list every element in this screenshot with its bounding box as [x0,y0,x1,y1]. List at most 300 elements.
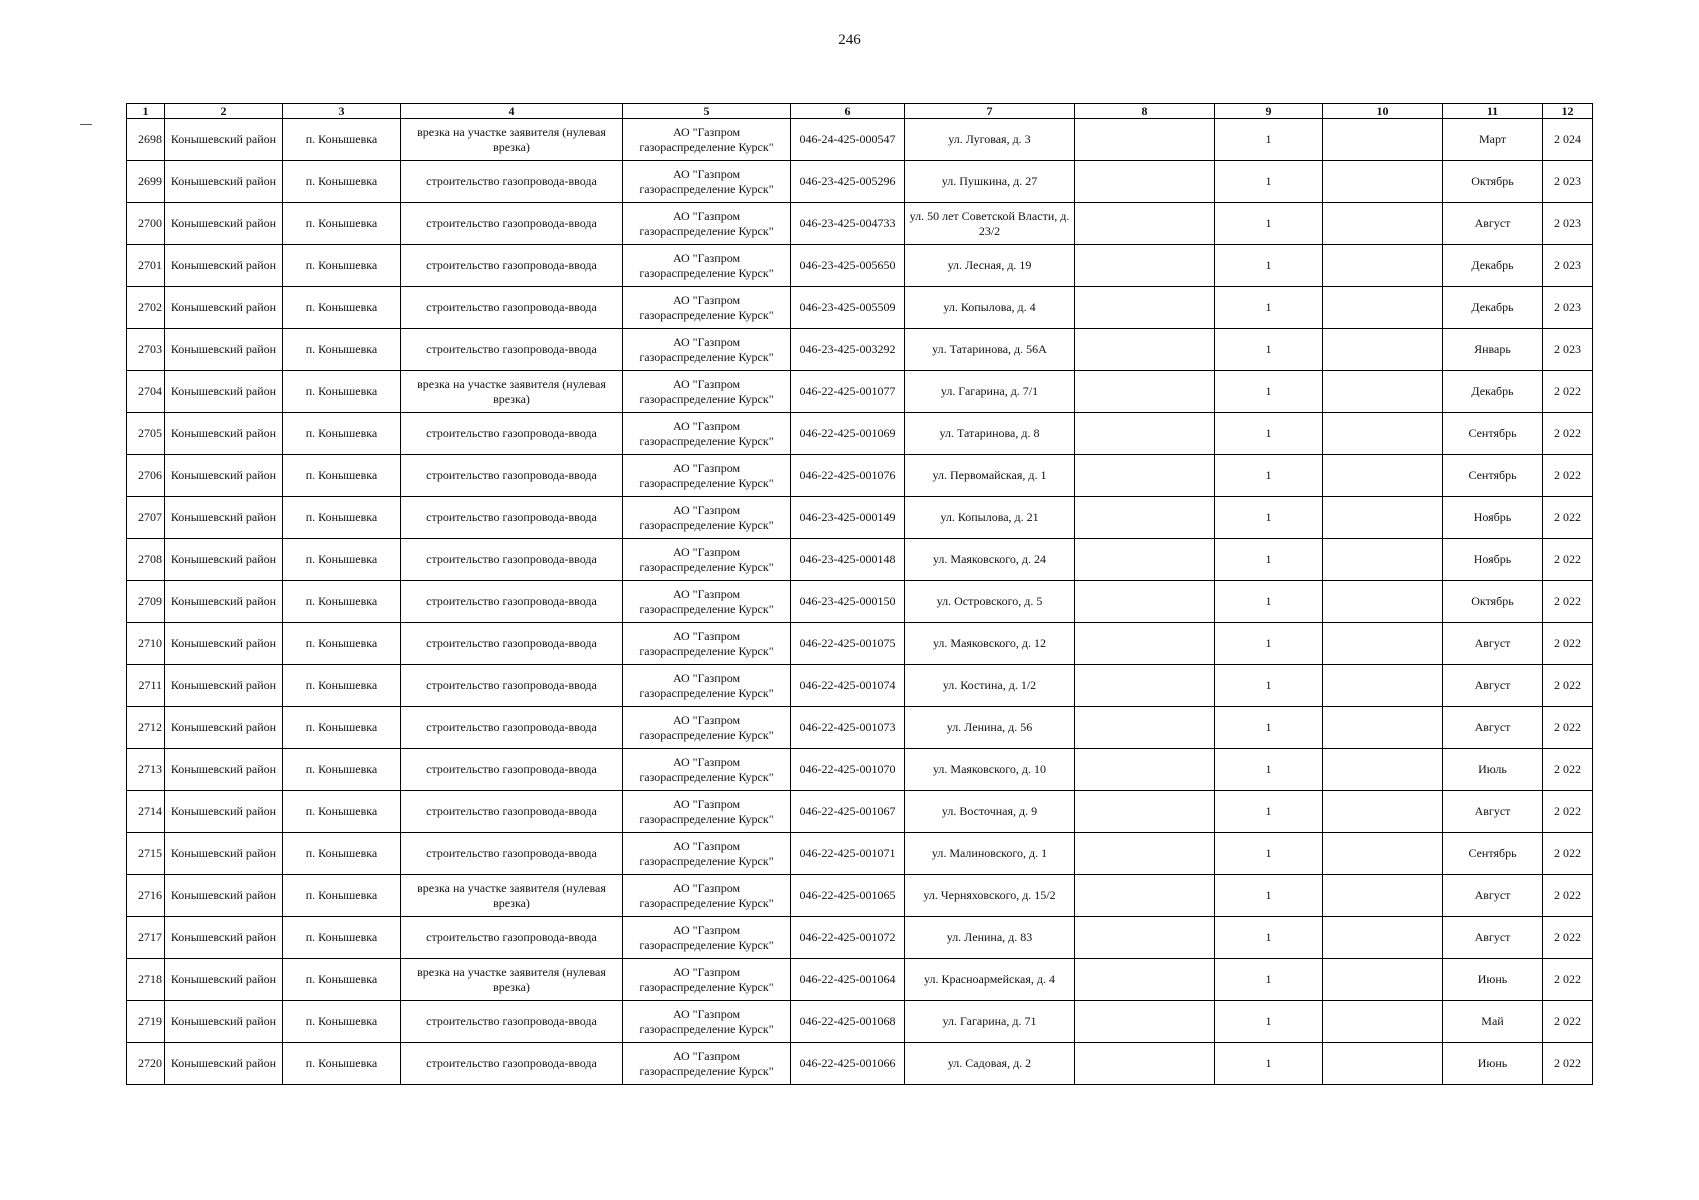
quantity-cell: 1 [1215,959,1323,1001]
object-code-cell: 046-24-425-000547 [791,119,905,161]
column-header: 3 [283,104,401,119]
row-number-cell: 2701 [127,245,165,287]
year-cell: 2 022 [1543,497,1593,539]
organization-cell: АО "Газпром газораспределение Курск" [623,1001,791,1043]
settlement-cell: п. Конышевка [283,749,401,791]
quantity-cell: 1 [1215,1001,1323,1043]
month-cell: Август [1443,707,1543,749]
row-number-cell: 2699 [127,161,165,203]
column-10-cell [1323,371,1443,413]
object-code-cell: 046-23-425-005509 [791,287,905,329]
column-header: 10 [1323,104,1443,119]
settlement-cell: п. Конышевка [283,707,401,749]
column-8-cell [1075,833,1215,875]
month-cell: Июнь [1443,959,1543,1001]
month-cell: Август [1443,917,1543,959]
column-8-cell [1075,287,1215,329]
quantity-cell: 1 [1215,497,1323,539]
column-header: 7 [905,104,1075,119]
column-8-cell [1075,119,1215,161]
settlement-cell: п. Конышевка [283,245,401,287]
year-cell: 2 022 [1543,959,1593,1001]
quantity-cell: 1 [1215,1043,1323,1085]
address-cell: ул. Татаринова, д. 56А [905,329,1075,371]
quantity-cell: 1 [1215,119,1323,161]
address-cell: ул. Пушкина, д. 27 [905,161,1075,203]
work-type-cell: строительство газопровода-ввода [401,1001,623,1043]
row-number-cell: 2715 [127,833,165,875]
column-10-cell [1323,203,1443,245]
month-cell: Август [1443,203,1543,245]
district-cell: Конышевский район [165,329,283,371]
address-cell: ул. Луговая, д. 3 [905,119,1075,161]
column-10-cell [1323,623,1443,665]
column-header: 8 [1075,104,1215,119]
column-8-cell [1075,917,1215,959]
work-type-cell: строительство газопровода-ввода [401,707,623,749]
settlement-cell: п. Конышевка [283,203,401,245]
row-number-cell: 2719 [127,1001,165,1043]
object-code-cell: 046-22-425-001076 [791,455,905,497]
row-number-cell: 2717 [127,917,165,959]
work-type-cell: строительство газопровода-ввода [401,917,623,959]
table-row [127,875,1593,917]
column-10-cell [1323,707,1443,749]
row-number-cell: 2704 [127,371,165,413]
row-number-cell: 2720 [127,1043,165,1085]
settlement-cell: п. Конышевка [283,665,401,707]
table-row [127,497,1593,539]
district-cell: Конышевский район [165,665,283,707]
quantity-cell: 1 [1215,245,1323,287]
object-code-cell: 046-22-425-001067 [791,791,905,833]
year-cell: 2 023 [1543,329,1593,371]
column-header: 12 [1543,104,1593,119]
month-cell: Август [1443,623,1543,665]
address-cell: ул. Копылова, д. 21 [905,497,1075,539]
column-10-cell [1323,287,1443,329]
object-code-cell: 046-22-425-001077 [791,371,905,413]
address-cell: ул. Черняховского, д. 15/2 [905,875,1075,917]
column-10-cell [1323,119,1443,161]
column-8-cell [1075,581,1215,623]
district-cell: Конышевский район [165,791,283,833]
address-cell: ул. Копылова, д. 4 [905,287,1075,329]
month-cell: Декабрь [1443,287,1543,329]
settlement-cell: п. Конышевка [283,917,401,959]
settlement-cell: п. Конышевка [283,1043,401,1085]
column-8-cell [1075,245,1215,287]
object-code-cell: 046-22-425-001070 [791,749,905,791]
district-cell: Конышевский район [165,455,283,497]
settlement-cell: п. Конышевка [283,581,401,623]
row-number-cell: 2712 [127,707,165,749]
table-row [127,119,1593,161]
district-cell: Конышевский район [165,917,283,959]
district-cell: Конышевский район [165,875,283,917]
column-8-cell [1075,413,1215,455]
organization-cell: АО "Газпром газораспределение Курск" [623,329,791,371]
column-10-cell [1323,875,1443,917]
column-10-cell [1323,665,1443,707]
table-row [127,581,1593,623]
address-cell: ул. Маяковского, д. 10 [905,749,1075,791]
month-cell: Декабрь [1443,245,1543,287]
address-cell: ул. Ленина, д. 83 [905,917,1075,959]
column-8-cell [1075,203,1215,245]
district-cell: Конышевский район [165,749,283,791]
work-type-cell: строительство газопровода-ввода [401,203,623,245]
settlement-cell: п. Конышевка [283,329,401,371]
month-cell: Май [1443,1001,1543,1043]
year-cell: 2 022 [1543,791,1593,833]
settlement-cell: п. Конышевка [283,833,401,875]
organization-cell: АО "Газпром газораспределение Курск" [623,959,791,1001]
column-10-cell [1323,1043,1443,1085]
row-number-cell: 2703 [127,329,165,371]
address-cell: ул. Гагарина, д. 7/1 [905,371,1075,413]
month-cell: Ноябрь [1443,539,1543,581]
object-code-cell: 046-22-425-001065 [791,875,905,917]
quantity-cell: 1 [1215,455,1323,497]
work-type-cell: строительство газопровода-ввода [401,539,623,581]
object-code-cell: 046-23-425-000148 [791,539,905,581]
column-8-cell [1075,707,1215,749]
row-number-cell: 2698 [127,119,165,161]
year-cell: 2 022 [1543,623,1593,665]
work-type-cell: врезка на участке заявителя (нулевая врезка) [401,371,623,413]
district-cell: Конышевский район [165,539,283,581]
district-cell: Конышевский район [165,161,283,203]
table-row [127,959,1593,1001]
settlement-cell: п. Конышевка [283,959,401,1001]
object-code-cell: 046-23-425-000149 [791,497,905,539]
table-row [127,833,1593,875]
table-row [127,203,1593,245]
quantity-cell: 1 [1215,791,1323,833]
settlement-cell: п. Конышевка [283,119,401,161]
month-cell: Июль [1443,749,1543,791]
year-cell: 2 022 [1543,833,1593,875]
table-row [127,161,1593,203]
work-type-cell: строительство газопровода-ввода [401,329,623,371]
table-row [127,455,1593,497]
object-code-cell: 046-22-425-001071 [791,833,905,875]
column-10-cell [1323,833,1443,875]
row-number-cell: 2702 [127,287,165,329]
table-row [127,791,1593,833]
address-cell: ул. Островского, д. 5 [905,581,1075,623]
organization-cell: АО "Газпром газораспределение Курск" [623,665,791,707]
row-number-cell: 2707 [127,497,165,539]
column-10-cell [1323,791,1443,833]
work-type-cell: строительство газопровода-ввода [401,833,623,875]
settlement-cell: п. Конышевка [283,1001,401,1043]
column-10-cell [1323,959,1443,1001]
year-cell: 2 022 [1543,413,1593,455]
address-cell: ул. Костина, д. 1/2 [905,665,1075,707]
object-code-cell: 046-22-425-001075 [791,623,905,665]
column-header: 5 [623,104,791,119]
column-8-cell [1075,539,1215,581]
column-8-cell [1075,749,1215,791]
column-10-cell [1323,245,1443,287]
object-code-cell: 046-23-425-004733 [791,203,905,245]
row-number-cell: 2705 [127,413,165,455]
table-row [127,623,1593,665]
month-cell: Сентябрь [1443,833,1543,875]
settlement-cell: п. Конышевка [283,497,401,539]
row-number-cell: 2710 [127,623,165,665]
settlement-cell: п. Конышевка [283,413,401,455]
column-8-cell [1075,161,1215,203]
work-type-cell: строительство газопровода-ввода [401,413,623,455]
month-cell: Декабрь [1443,371,1543,413]
work-type-cell: строительство газопровода-ввода [401,581,623,623]
column-10-cell [1323,539,1443,581]
address-cell: ул. 50 лет Советской Власти, д. 23/2 [905,203,1075,245]
work-type-cell: строительство газопровода-ввода [401,749,623,791]
year-cell: 2 023 [1543,245,1593,287]
month-cell: Ноябрь [1443,497,1543,539]
quantity-cell: 1 [1215,749,1323,791]
month-cell: Август [1443,875,1543,917]
column-8-cell [1075,875,1215,917]
organization-cell: АО "Газпром газораспределение Курск" [623,203,791,245]
settlement-cell: п. Конышевка [283,539,401,581]
table-row [127,749,1593,791]
table-row [127,539,1593,581]
year-cell: 2 022 [1543,455,1593,497]
table-row [127,707,1593,749]
row-number-cell: 2709 [127,581,165,623]
table-row [127,413,1593,455]
row-number-cell: 2706 [127,455,165,497]
quantity-cell: 1 [1215,413,1323,455]
year-cell: 2 022 [1543,707,1593,749]
organization-cell: АО "Газпром газораспределение Курск" [623,287,791,329]
address-cell: ул. Татаринова, д. 8 [905,413,1075,455]
organization-cell: АО "Газпром газораспределение Курск" [623,581,791,623]
organization-cell: АО "Газпром газораспределение Курск" [623,161,791,203]
work-type-cell: строительство газопровода-ввода [401,161,623,203]
month-cell: Октябрь [1443,581,1543,623]
row-number-cell: 2708 [127,539,165,581]
quantity-cell: 1 [1215,833,1323,875]
object-code-cell: 046-22-425-001064 [791,959,905,1001]
table-row [127,245,1593,287]
row-number-cell: 2718 [127,959,165,1001]
object-code-cell: 046-22-425-001068 [791,1001,905,1043]
object-code-cell: 046-23-425-000150 [791,581,905,623]
margin-mark [80,124,92,125]
address-cell: ул. Гагарина, д. 71 [905,1001,1075,1043]
page-number: 246 [838,32,861,48]
row-number-cell: 2716 [127,875,165,917]
object-code-cell: 046-22-425-001066 [791,1043,905,1085]
column-8-cell [1075,371,1215,413]
year-cell: 2 023 [1543,203,1593,245]
column-8-cell [1075,497,1215,539]
quantity-cell: 1 [1215,623,1323,665]
table-row [127,1043,1593,1085]
settlement-cell: п. Конышевка [283,791,401,833]
work-type-cell: строительство газопровода-ввода [401,1043,623,1085]
month-cell: Январь [1443,329,1543,371]
table-row [127,371,1593,413]
district-cell: Конышевский район [165,707,283,749]
column-10-cell [1323,581,1443,623]
work-type-cell: врезка на участке заявителя (нулевая врезка) [401,119,623,161]
year-cell: 2 022 [1543,665,1593,707]
year-cell: 2 024 [1543,119,1593,161]
organization-cell: АО "Газпром газораспределение Курск" [623,749,791,791]
year-cell: 2 022 [1543,749,1593,791]
address-cell: ул. Лесная, д. 19 [905,245,1075,287]
settlement-cell: п. Конышевка [283,455,401,497]
registry-table [126,103,1593,1085]
district-cell: Конышевский район [165,959,283,1001]
column-10-cell [1323,329,1443,371]
address-cell: ул. Восточная, д. 9 [905,791,1075,833]
table-body [127,119,1593,1085]
work-type-cell: строительство газопровода-ввода [401,623,623,665]
address-cell: ул. Красноармейская, д. 4 [905,959,1075,1001]
month-cell: Октябрь [1443,161,1543,203]
address-cell: ул. Садовая, д. 2 [905,1043,1075,1085]
row-number-cell: 2713 [127,749,165,791]
address-cell: ул. Ленина, д. 56 [905,707,1075,749]
column-10-cell [1323,917,1443,959]
month-cell: Сентябрь [1443,413,1543,455]
settlement-cell: п. Конышевка [283,287,401,329]
column-10-cell [1323,497,1443,539]
quantity-cell: 1 [1215,203,1323,245]
district-cell: Конышевский район [165,245,283,287]
quantity-cell: 1 [1215,287,1323,329]
month-cell: Август [1443,791,1543,833]
district-cell: Конышевский район [165,497,283,539]
address-cell: ул. Первомайская, д. 1 [905,455,1075,497]
object-code-cell: 046-22-425-001069 [791,413,905,455]
row-number-cell: 2700 [127,203,165,245]
quantity-cell: 1 [1215,917,1323,959]
year-cell: 2 022 [1543,539,1593,581]
month-cell: Сентябрь [1443,455,1543,497]
object-code-cell: 046-23-425-005650 [791,245,905,287]
work-type-cell: строительство газопровода-ввода [401,665,623,707]
column-8-cell [1075,455,1215,497]
organization-cell: АО "Газпром газораспределение Курск" [623,539,791,581]
quantity-cell: 1 [1215,581,1323,623]
column-8-cell [1075,959,1215,1001]
year-cell: 2 022 [1543,1043,1593,1085]
quantity-cell: 1 [1215,329,1323,371]
column-8-cell [1075,665,1215,707]
object-code-cell: 046-23-425-003292 [791,329,905,371]
work-type-cell: строительство газопровода-ввода [401,791,623,833]
table-row [127,287,1593,329]
address-cell: ул. Маяковского, д. 12 [905,623,1075,665]
year-cell: 2 022 [1543,1001,1593,1043]
column-10-cell [1323,1001,1443,1043]
column-10-cell [1323,749,1443,791]
district-cell: Конышевский район [165,833,283,875]
column-header: 6 [791,104,905,119]
column-header: 1 [127,104,165,119]
work-type-cell: строительство газопровода-ввода [401,287,623,329]
organization-cell: АО "Газпром газораспределение Курск" [623,707,791,749]
column-number-header-row [127,104,1593,119]
organization-cell: АО "Газпром газораспределение Курск" [623,917,791,959]
organization-cell: АО "Газпром газораспределение Курск" [623,875,791,917]
organization-cell: АО "Газпром газораспределение Курск" [623,371,791,413]
column-header: 4 [401,104,623,119]
district-cell: Конышевский район [165,1001,283,1043]
settlement-cell: п. Конышевка [283,161,401,203]
year-cell: 2 022 [1543,875,1593,917]
table-row [127,1001,1593,1043]
district-cell: Конышевский район [165,413,283,455]
quantity-cell: 1 [1215,539,1323,581]
column-8-cell [1075,1001,1215,1043]
quantity-cell: 1 [1215,875,1323,917]
quantity-cell: 1 [1215,707,1323,749]
organization-cell: АО "Газпром газораспределение Курск" [623,119,791,161]
month-cell: Август [1443,665,1543,707]
object-code-cell: 046-22-425-001074 [791,665,905,707]
organization-cell: АО "Газпром газораспределение Курск" [623,791,791,833]
column-10-cell [1323,161,1443,203]
year-cell: 2 023 [1543,161,1593,203]
work-type-cell: строительство газопровода-ввода [401,497,623,539]
column-10-cell [1323,413,1443,455]
address-cell: ул. Малиновского, д. 1 [905,833,1075,875]
column-header: 9 [1215,104,1323,119]
organization-cell: АО "Газпром газораспределение Курск" [623,245,791,287]
column-header: 2 [165,104,283,119]
organization-cell: АО "Газпром газораспределение Курск" [623,413,791,455]
year-cell: 2 023 [1543,287,1593,329]
district-cell: Конышевский район [165,119,283,161]
district-cell: Конышевский район [165,1043,283,1085]
organization-cell: АО "Газпром газораспределение Курск" [623,623,791,665]
table-row [127,329,1593,371]
organization-cell: АО "Газпром газораспределение Курск" [623,1043,791,1085]
district-cell: Конышевский район [165,623,283,665]
work-type-cell: врезка на участке заявителя (нулевая врезка) [401,875,623,917]
column-8-cell [1075,329,1215,371]
column-8-cell [1075,623,1215,665]
work-type-cell: строительство газопровода-ввода [401,455,623,497]
quantity-cell: 1 [1215,371,1323,413]
address-cell: ул. Маяковского, д. 24 [905,539,1075,581]
quantity-cell: 1 [1215,161,1323,203]
column-8-cell [1075,791,1215,833]
object-code-cell: 046-22-425-001073 [791,707,905,749]
month-cell: Июнь [1443,1043,1543,1085]
district-cell: Конышевский район [165,287,283,329]
district-cell: Конышевский район [165,371,283,413]
object-code-cell: 046-23-425-005296 [791,161,905,203]
year-cell: 2 022 [1543,371,1593,413]
organization-cell: АО "Газпром газораспределение Курск" [623,497,791,539]
object-code-cell: 046-22-425-001072 [791,917,905,959]
month-cell: Март [1443,119,1543,161]
table-row [127,917,1593,959]
year-cell: 2 022 [1543,581,1593,623]
year-cell: 2 022 [1543,917,1593,959]
